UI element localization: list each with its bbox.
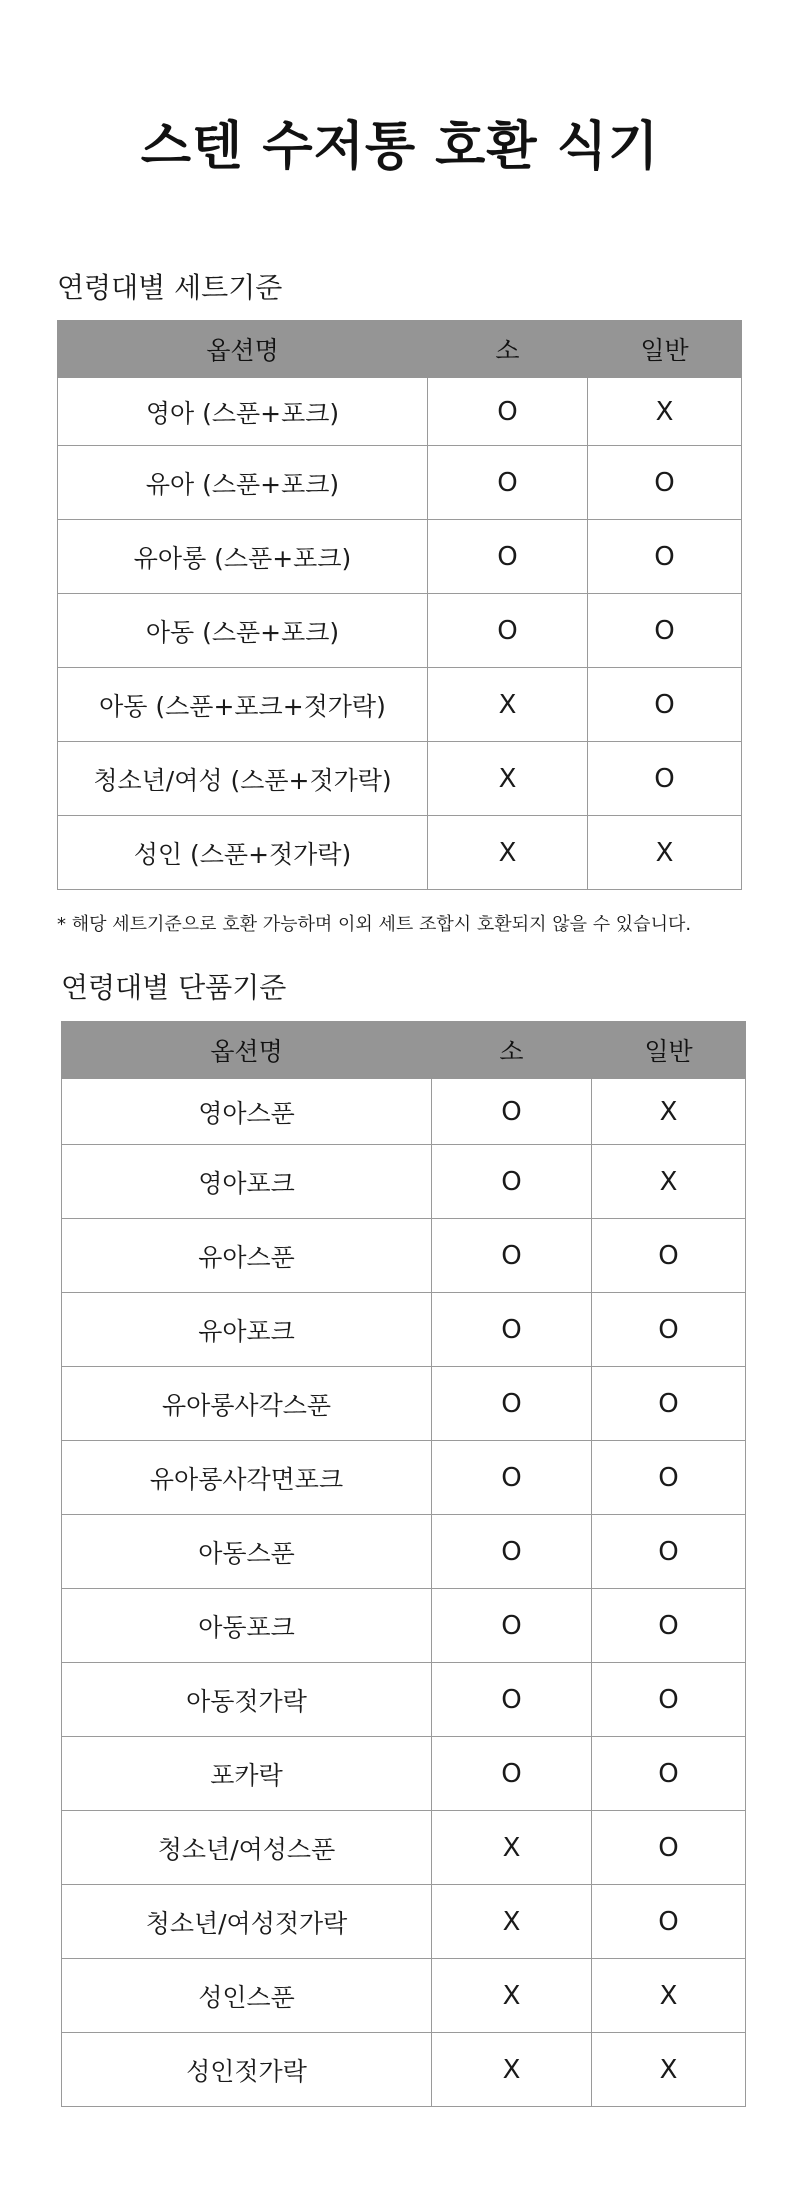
table-row [62,1959,746,2033]
set-compatibility-table [57,320,742,890]
option-name-cell: 아동스푼 [62,1515,432,1589]
option-name-cell: 유아스푼 [62,1219,432,1293]
regular-fit-cell: O [588,520,742,594]
table-header-row [58,321,742,378]
table-row [58,594,742,668]
table-row [58,378,742,446]
small-fit-cell: X [432,2033,592,2107]
header-small: 소 [432,1022,592,1079]
option-name-cell: 유아롱사각면포크 [62,1441,432,1515]
header-regular: 일반 [592,1022,746,1079]
small-fit-cell: X [428,816,588,890]
option-name-cell: 성인 (스푼+젓가락) [58,816,428,890]
small-fit-cell: O [432,1515,592,1589]
small-fit-cell: X [432,1811,592,1885]
small-fit-cell: O [428,520,588,594]
table-row [62,1219,746,1293]
regular-fit-cell: O [592,1663,746,1737]
table-header-row [62,1022,746,1079]
regular-fit-cell: X [588,816,742,890]
regular-fit-cell: O [592,1885,746,1959]
regular-fit-cell: O [592,1367,746,1441]
option-name-cell: 청소년/여성 (스푼+젓가락) [58,742,428,816]
table-row [62,1079,746,1145]
regular-fit-cell: O [592,1441,746,1515]
option-name-cell: 유아포크 [62,1293,432,1367]
regular-fit-cell: X [588,378,742,446]
table-row [62,1663,746,1737]
table-row [62,1515,746,1589]
table-row [58,816,742,890]
regular-fit-cell: O [588,742,742,816]
option-name-cell: 아동 (스푼+포크) [58,594,428,668]
small-fit-cell: X [428,668,588,742]
small-fit-cell: O [432,1079,592,1145]
option-name-cell: 영아 (스푼+포크) [58,378,428,446]
page-title: 스텐 수저통 호환 식기 [140,117,660,177]
table-row [62,1885,746,1959]
regular-fit-cell: X [592,1959,746,2033]
small-fit-cell: O [428,446,588,520]
header-option-name: 옵션명 [62,1022,432,1079]
option-name-cell: 청소년/여성스푼 [62,1811,432,1885]
small-fit-cell: X [428,742,588,816]
table-row [62,1145,746,1219]
regular-fit-cell: O [592,1589,746,1663]
small-fit-cell: O [428,378,588,446]
option-name-cell: 성인스푼 [62,1959,432,2033]
small-fit-cell: O [432,1293,592,1367]
option-name-cell: 아동포크 [62,1589,432,1663]
small-fit-cell: O [432,1441,592,1515]
small-fit-cell: O [432,1219,592,1293]
set-section-label: 연령대별 세트기준 [57,271,283,304]
option-name-cell: 유아롱사각스푼 [62,1367,432,1441]
small-fit-cell: O [432,1663,592,1737]
table-row [58,742,742,816]
regular-fit-cell: X [592,1079,746,1145]
table-row [62,1293,746,1367]
regular-fit-cell: O [588,668,742,742]
header-option-name: 옵션명 [58,321,428,378]
regular-fit-cell: O [592,1293,746,1367]
option-name-cell: 포카락 [62,1737,432,1811]
option-name-cell: 성인젓가락 [62,2033,432,2107]
table-row [58,520,742,594]
table-row [62,1367,746,1441]
header-small: 소 [428,321,588,378]
small-fit-cell: X [432,1959,592,2033]
small-fit-cell: O [432,1737,592,1811]
regular-fit-cell: O [592,1737,746,1811]
table-row [62,1737,746,1811]
single-section-label: 연령대별 단품기준 [61,971,287,1004]
table-row [62,1589,746,1663]
small-fit-cell: X [432,1885,592,1959]
regular-fit-cell: O [592,1515,746,1589]
regular-fit-cell: O [592,1811,746,1885]
option-name-cell: 아동젓가락 [62,1663,432,1737]
table-row [62,2033,746,2107]
regular-fit-cell: O [592,1219,746,1293]
option-name-cell: 유아 (스푼+포크) [58,446,428,520]
footnote: * 해당 세트기준으로 호환 가능하며 이외 세트 조합시 호환되지 않을 수 있습니다. [57,914,692,935]
regular-fit-cell: O [588,594,742,668]
small-fit-cell: O [432,1589,592,1663]
header-regular: 일반 [588,321,742,378]
option-name-cell: 유아롱 (스푼+포크) [58,520,428,594]
small-fit-cell: O [432,1367,592,1441]
option-name-cell: 청소년/여성젓가락 [62,1885,432,1959]
table-row [62,1811,746,1885]
option-name-cell: 영아포크 [62,1145,432,1219]
regular-fit-cell: X [592,2033,746,2107]
table-row [62,1441,746,1515]
option-name-cell: 아동 (스푼+포크+젓가락) [58,668,428,742]
small-fit-cell: O [432,1145,592,1219]
regular-fit-cell: X [592,1145,746,1219]
regular-fit-cell: O [588,446,742,520]
table-row [58,668,742,742]
single-compatibility-table [61,1021,746,2107]
small-fit-cell: O [428,594,588,668]
option-name-cell: 영아스푼 [62,1079,432,1145]
table-row [58,446,742,520]
